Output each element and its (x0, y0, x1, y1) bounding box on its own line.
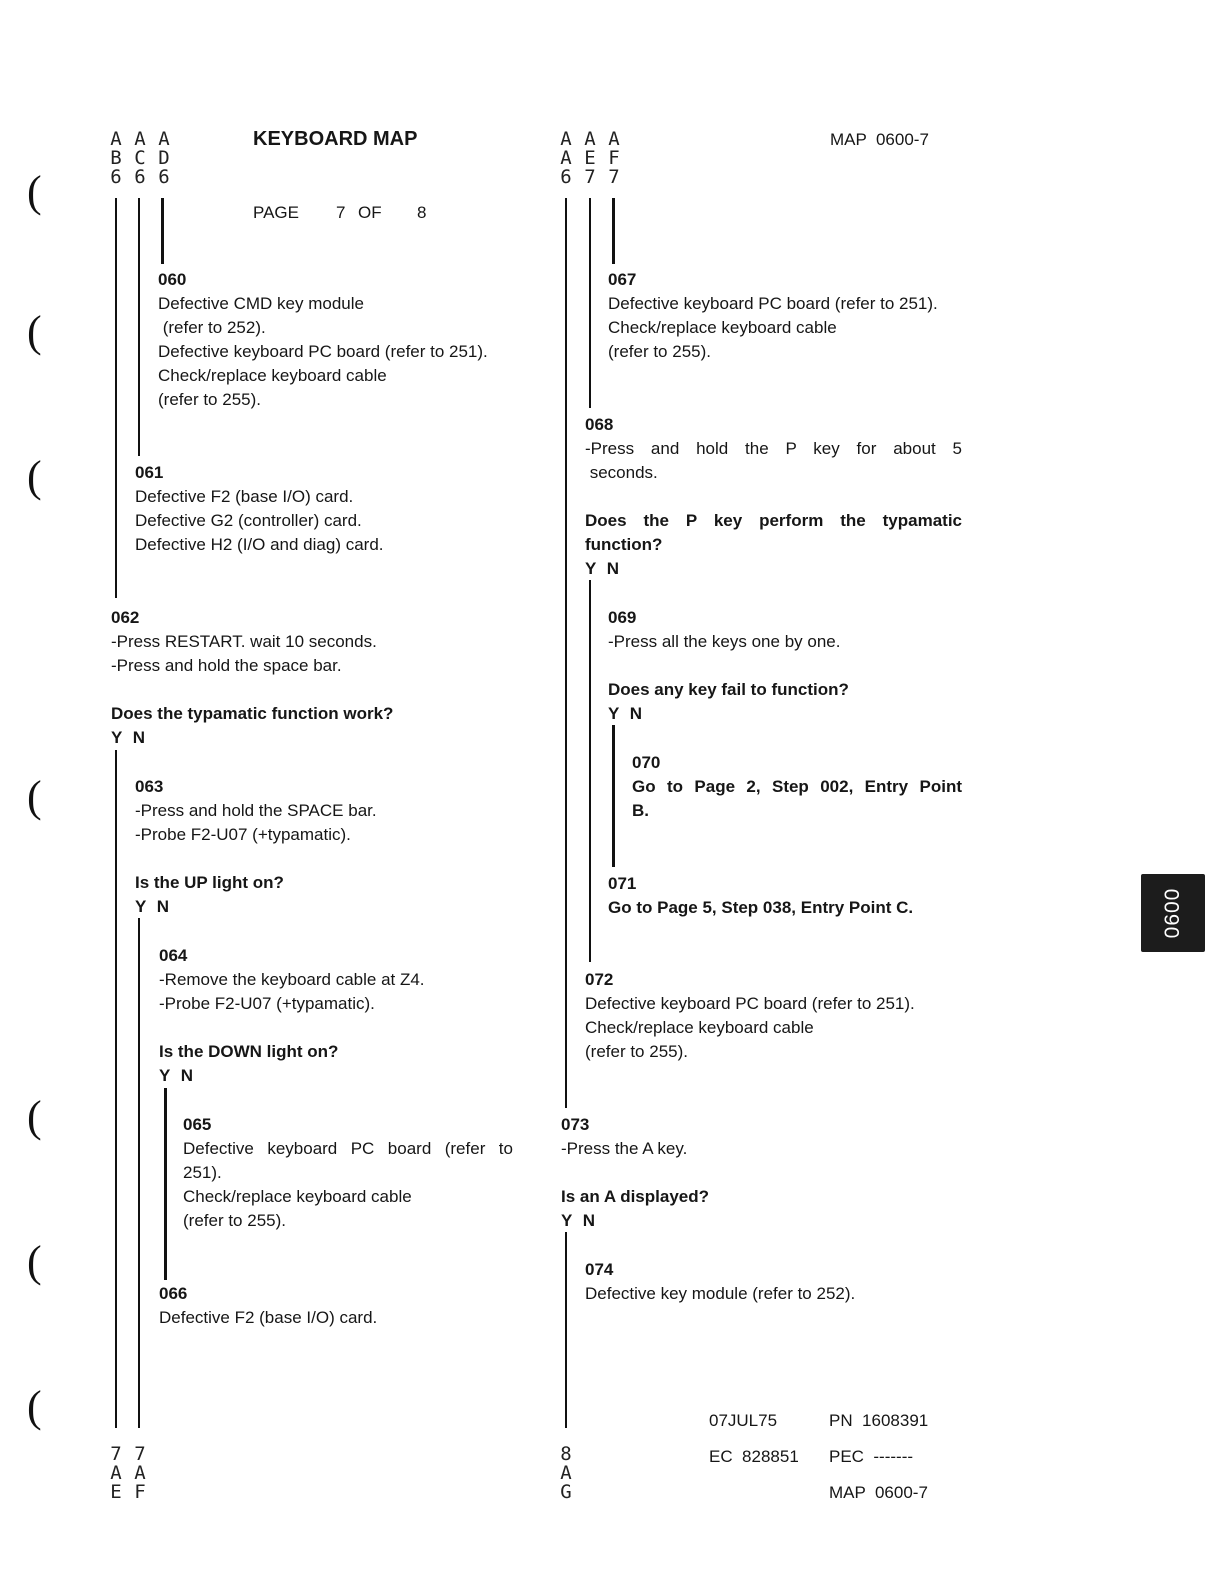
section-tab (1141, 874, 1205, 952)
step-068-number: 068 (585, 415, 614, 434)
step-071-number: 071 (608, 874, 637, 893)
step-068-yes-no: Y N (585, 559, 620, 578)
flow-line (612, 198, 615, 264)
flow-line (161, 198, 164, 264)
footer-ec-number: EC 828851 (709, 1447, 799, 1466)
connector-8ag: 8 A G (560, 1443, 572, 1503)
binder-hole-mark: ( (27, 1237, 42, 1286)
map-id-header: MAP 0600-7 (830, 130, 929, 149)
step-072-number: 072 (585, 970, 614, 989)
step-070-line: B. (632, 801, 649, 820)
step-063-line: -Press and hold the SPACE bar. (135, 801, 377, 820)
footer-pec: PEC ------- (829, 1447, 914, 1466)
step-069-question: Does any key fail to function? (608, 680, 849, 699)
step-063-line: -Probe F2-U07 (+typamatic). (135, 825, 351, 844)
step-064-number: 064 (159, 946, 188, 965)
step-060-number: 060 (158, 270, 187, 289)
page-total: 8 (417, 203, 427, 222)
step-065-number: 065 (183, 1115, 212, 1134)
step-061-line: Defective F2 (base I/O) card. (135, 487, 354, 506)
footer-map-id: MAP 0600-7 (829, 1483, 928, 1502)
page-title: KEYBOARD MAP (253, 128, 418, 150)
step-069-line: -Press all the keys one by one. (608, 632, 841, 651)
binder-hole-mark: ( (27, 452, 42, 501)
step-073-number: 073 (561, 1115, 590, 1134)
step-063-question: Is the UP light on? (135, 873, 284, 892)
step-065-line: Check/replace keyboard cable (183, 1187, 412, 1206)
step-070-number: 070 (632, 753, 661, 772)
step-074-number: 074 (585, 1260, 614, 1279)
step-073-line: -Press the A key. (561, 1139, 688, 1158)
step-060-line: (refer to 255). (158, 390, 261, 409)
step-063-number: 063 (135, 777, 164, 796)
connector-ab6: A B 6 (110, 128, 122, 188)
connector-ae7: A E 7 (584, 128, 596, 188)
step-067-line: Check/replace keyboard cable (608, 318, 837, 337)
flow-line (115, 750, 117, 1428)
step-060-line: (refer to 252). (158, 318, 266, 337)
step-066-number: 066 (159, 1284, 188, 1303)
step-069-yes-no: Y N (608, 704, 643, 723)
binder-hole-mark: ( (27, 1382, 42, 1431)
binder-hole-mark: ( (27, 1092, 42, 1141)
step-064-line: -Remove the keyboard cable at Z4. (159, 970, 425, 989)
binder-hole-mark: ( (27, 167, 42, 216)
connector-af7: A F 7 (608, 128, 620, 188)
connector-ad6: A D 6 (158, 128, 170, 188)
step-060-line: Defective CMD key module (158, 294, 364, 313)
step-069-number: 069 (608, 608, 637, 627)
step-065-line: 251). (183, 1163, 222, 1182)
step-070-line: Go to Page 2, Step 002, Entry Point (632, 777, 962, 796)
flow-line (115, 198, 117, 598)
step-062-number: 062 (111, 608, 140, 627)
step-060-line: Defective keyboard PC board (refer to 251). (158, 342, 488, 361)
step-071-line: Go to Page 5, Step 038, Entry Point C. (608, 898, 914, 917)
connector-ac6: A C 6 (134, 128, 146, 188)
step-060-line: Check/replace keyboard cable (158, 366, 387, 385)
page-number: 7 (336, 203, 346, 222)
binder-hole-mark: ( (27, 772, 42, 821)
step-068-line: seconds. (585, 463, 658, 482)
of-word: OF (358, 203, 382, 222)
step-063-yes-no: Y N (135, 897, 170, 916)
step-072-line: (refer to 255). (585, 1042, 688, 1061)
step-068-question: Does the P key perform the typamatic (585, 511, 962, 530)
step-067-line: Defective keyboard PC board (refer to 251). (608, 294, 938, 313)
step-072-line: Defective keyboard PC board (refer to 251). (585, 994, 915, 1013)
page-word: PAGE (253, 203, 299, 222)
step-061-line: Defective H2 (I/O and diag) card. (135, 535, 384, 554)
flow-line (612, 725, 615, 867)
step-064-yes-no: Y N (159, 1066, 194, 1085)
step-065-line: Defective keyboard PC board (refer to (183, 1139, 513, 1158)
connector-7af: 7 A F (134, 1443, 146, 1503)
step-074-line: Defective key module (refer to 252). (585, 1284, 856, 1303)
step-061-number: 061 (135, 463, 164, 482)
step-073-yes-no: Y N (561, 1211, 596, 1230)
step-068-line: -Press and hold the P key for about 5 (585, 439, 962, 458)
step-065-line: (refer to 255). (183, 1211, 286, 1230)
step-073-question: Is an A displayed? (561, 1187, 710, 1206)
connector-aa6: A A 6 (560, 128, 572, 188)
flow-line (138, 198, 140, 456)
step-064-question: Is the DOWN light on? (159, 1042, 339, 1061)
footer-date: 07JUL75 (709, 1411, 778, 1430)
flow-line (138, 918, 140, 1428)
step-066-line: Defective F2 (base I/O) card. (159, 1308, 378, 1327)
step-062-yes-no: Y N (111, 728, 146, 747)
step-068-question: function? (585, 535, 663, 554)
step-062-question: Does the typamatic function work? (111, 704, 394, 723)
connector-7ae: 7 A E (110, 1443, 122, 1503)
step-062-line: -Press RESTART. wait 10 seconds. (111, 632, 377, 651)
step-061-line: Defective G2 (controller) card. (135, 511, 362, 530)
step-072-line: Check/replace keyboard cable (585, 1018, 814, 1037)
flow-line (565, 198, 567, 1108)
flow-line (565, 1232, 567, 1428)
flow-line (589, 580, 591, 962)
step-062-line: -Press and hold the space bar. (111, 656, 342, 675)
flow-line (589, 198, 591, 408)
step-064-line: -Probe F2-U07 (+typamatic). (159, 994, 375, 1013)
step-067-line: (refer to 255). (608, 342, 711, 361)
section-tab-label: 0600 (1161, 887, 1184, 939)
flow-line (164, 1088, 167, 1280)
step-067-number: 067 (608, 270, 637, 289)
binder-hole-mark: ( (27, 307, 42, 356)
footer-part-number: PN 1608391 (829, 1411, 929, 1430)
